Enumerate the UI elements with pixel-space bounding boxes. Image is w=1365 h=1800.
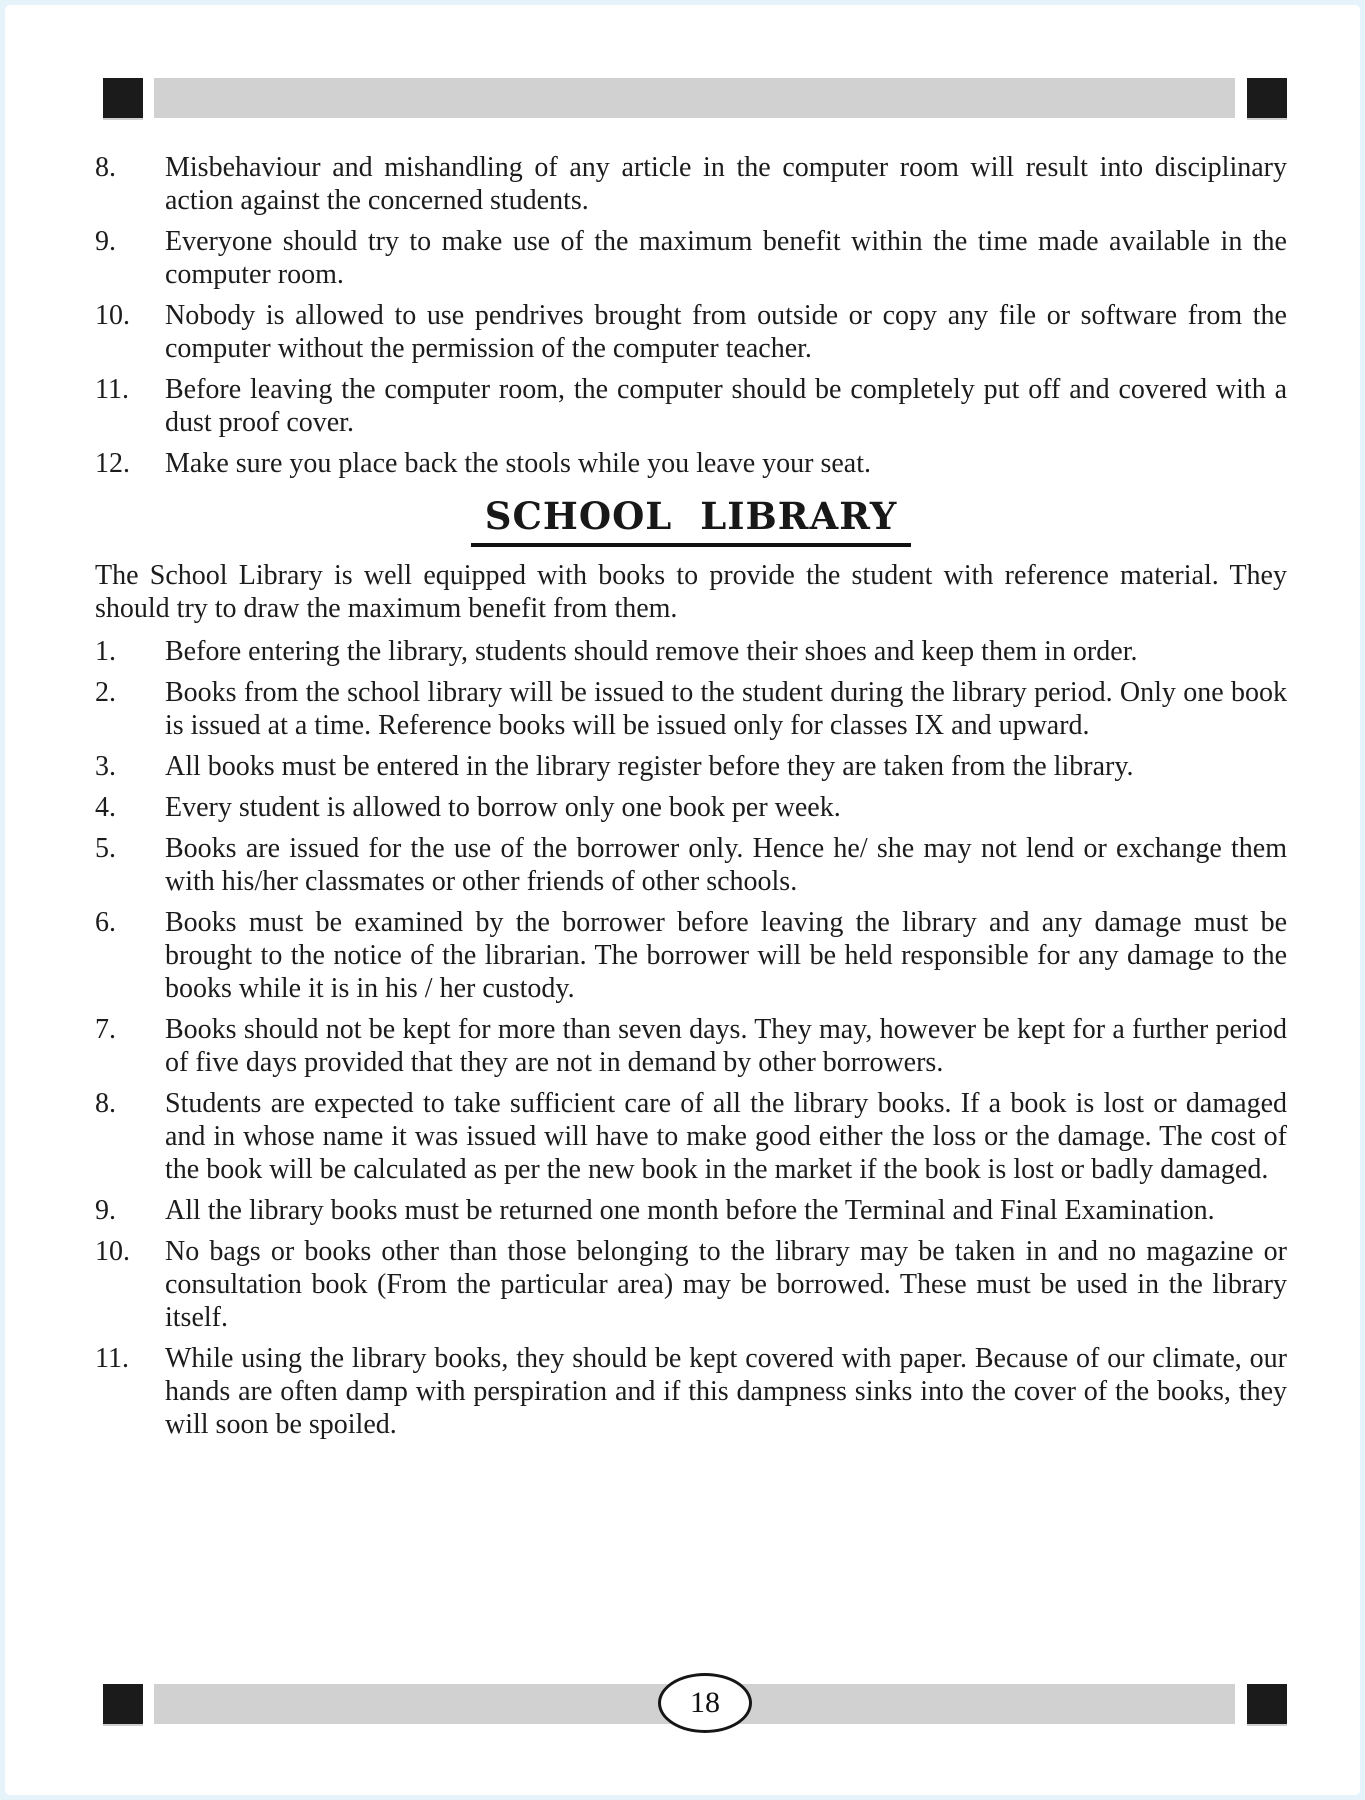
item-number: 7.	[95, 1014, 116, 1045]
computer-room-rules-list	[95, 151, 1287, 480]
list-item	[95, 151, 1287, 217]
item-text: While using the library books, they should be kept covered with paper. Because of our climate, our hands are often damp with perspiration and if this dampness sinks into the cover of the books, they will soon be spoiled.	[165, 1343, 1287, 1440]
header-left-black-square	[103, 78, 143, 118]
item-text: Misbehaviour and mishandling of any article in the computer room will result into disciplinary action against the concerned students.	[165, 152, 1287, 216]
item-text: Books are issued for the use of the borrower only. Hence he/ she may not lend or exchange them with his/her classmates or other friends of other schools.	[165, 833, 1287, 897]
item-number: 6.	[95, 907, 116, 938]
list-item	[95, 447, 1287, 480]
list-item	[95, 373, 1287, 439]
list-item	[95, 1013, 1287, 1079]
item-number: 8.	[95, 1088, 116, 1119]
section-heading-wrap	[95, 496, 1287, 547]
item-number: 1.	[95, 636, 116, 667]
list-item	[95, 832, 1287, 898]
item-text: All the library books must be returned one month before the Terminal and Final Examination.	[165, 1195, 1215, 1226]
item-text: Before entering the library, students should remove their shoes and keep them in order.	[165, 636, 1138, 667]
item-number: 4.	[95, 792, 116, 823]
list-item	[95, 1342, 1287, 1441]
item-number: 12.	[95, 448, 130, 479]
list-item	[95, 791, 1287, 824]
header-gray-bar	[154, 78, 1235, 118]
list-item	[95, 1087, 1287, 1186]
item-text: All books must be entered in the library register before they are taken from the library.	[165, 751, 1134, 782]
header-decorative-bar	[103, 78, 1287, 118]
item-text: Everyone should try to make use of the maximum benefit within the time made available in the computer room.	[165, 226, 1287, 290]
header-right-black-square	[1247, 78, 1287, 118]
item-number: 3.	[95, 751, 116, 782]
item-number: 9.	[95, 226, 116, 257]
footer-left-black-square	[103, 1684, 143, 1724]
list-item	[95, 225, 1287, 291]
list-item	[95, 750, 1287, 783]
page-number: 18	[690, 1686, 720, 1719]
page-content	[95, 151, 1287, 1449]
item-number: 11.	[95, 1343, 129, 1374]
library-intro-paragraph: The School Library is well equipped with books to provide the student with reference material. They should try to draw the maximum benefit from them.	[95, 560, 1287, 624]
item-text: Books must be examined by the borrower before leaving the library and any damage must be brought to the notice of the librarian. The borrower will be held responsible for any damage to the books while it is in his / her custody.	[165, 907, 1287, 1004]
library-rules-list	[95, 635, 1287, 1441]
item-text: Books should not be kept for more than seven days. They may, however be kept for a further period of five days provided that they are not in demand by other borrowers.	[165, 1014, 1287, 1078]
item-text: Before leaving the computer room, the computer should be completely put off and covered with a dust proof cover.	[165, 374, 1287, 438]
footer-right-black-square	[1247, 1684, 1287, 1724]
item-number: 9.	[95, 1195, 116, 1226]
item-number: 11.	[95, 374, 129, 405]
item-text: Make sure you place back the stools while you leave your seat.	[165, 448, 872, 479]
item-text: Books from the school library will be issued to the student during the library period. Only one book is issued at a time. Reference books will be issued only for classes IX and upward.	[165, 677, 1287, 741]
item-text: Nobody is allowed to use pendrives brought from outside or copy any file or software from the computer without the permission of the computer teacher.	[165, 300, 1287, 364]
item-number: 5.	[95, 833, 116, 864]
item-text: Students are expected to take sufficient care of all the library books. If a book is lost or damaged and in whose name it was issued will have to make good either the loss or the damage. The cost of the book will be calculated as per the new book in the market if the book is lost or badly damaged.	[165, 1088, 1287, 1185]
list-item	[95, 1235, 1287, 1334]
list-item	[95, 635, 1287, 668]
page-number-badge	[658, 1673, 752, 1733]
section-title: SCHOOL LIBRARY	[471, 496, 912, 547]
item-text: No bags or books other than those belonging to the library may be taken in and no magazine or consultation book (From the particular area) may be borrowed. These must be used in the library itself.	[165, 1236, 1287, 1333]
list-item	[95, 1194, 1287, 1227]
list-item	[95, 906, 1287, 1005]
item-number: 2.	[95, 677, 116, 708]
list-item	[95, 676, 1287, 742]
item-number: 10.	[95, 300, 130, 331]
item-number: 8.	[95, 152, 116, 183]
item-text: Every student is allowed to borrow only one book per week.	[165, 792, 841, 823]
item-number: 10.	[95, 1236, 130, 1267]
list-item	[95, 299, 1287, 365]
